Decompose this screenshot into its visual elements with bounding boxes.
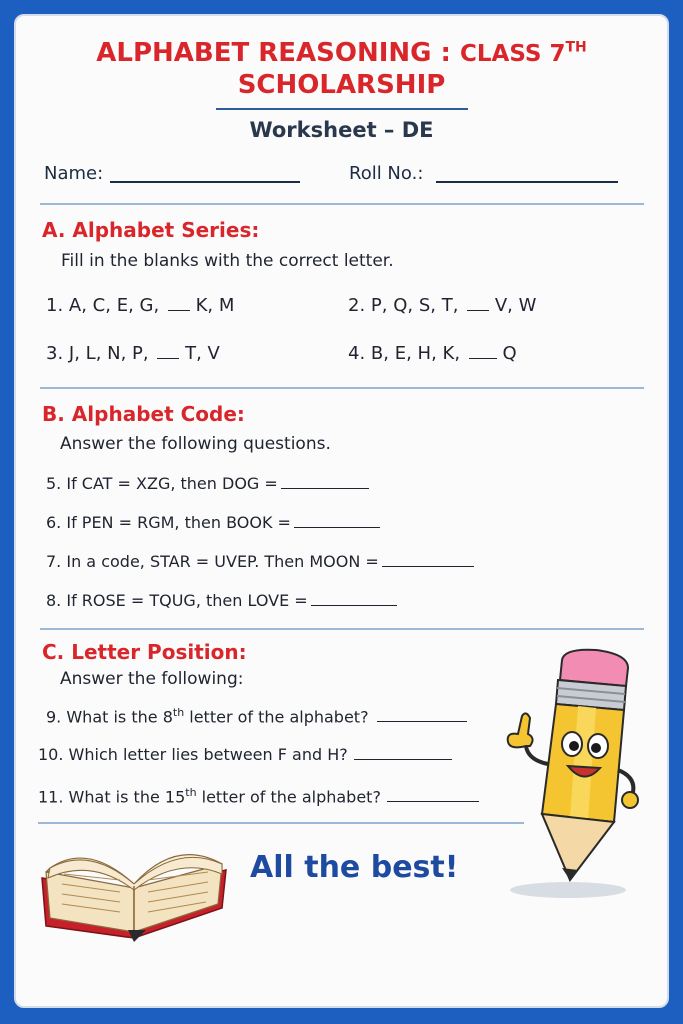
section-a-instruction: Fill in the blanks with the correct letter.	[61, 251, 394, 271]
name-label: Name:	[44, 163, 104, 184]
roll-label: Roll No.:	[349, 163, 424, 184]
question-10: 10. Which letter lies between F and H?	[38, 745, 452, 764]
answer-blank[interactable]	[467, 309, 489, 311]
pencil-mascot-icon	[500, 646, 650, 900]
question-5: 5. If CAT = XZG, then DOG =	[46, 474, 369, 493]
answer-blank[interactable]	[377, 720, 467, 722]
open-book-icon	[36, 834, 230, 944]
section-c-instruction: Answer the following:	[60, 669, 244, 689]
section-a-heading: A. Alphabet Series:	[42, 218, 260, 242]
answer-blank[interactable]	[157, 357, 179, 359]
question-6: 6. If PEN = RGM, then BOOK =	[46, 513, 380, 532]
divider	[40, 387, 644, 389]
answer-blank[interactable]	[281, 487, 369, 489]
section-b-heading: B. Alphabet Code:	[42, 402, 245, 426]
roll-field[interactable]	[436, 181, 618, 183]
question-2: 2. P, Q, S, T, V, W	[348, 295, 537, 316]
answer-blank[interactable]	[311, 604, 397, 606]
answer-blank[interactable]	[168, 309, 190, 311]
answer-blank[interactable]	[354, 758, 452, 760]
closing-message: All the best!	[250, 850, 459, 885]
section-c-heading: C. Letter Position:	[42, 640, 247, 664]
page-title: ALPHABET REASONING : CLASS 7TH	[96, 38, 587, 68]
worksheet-subtitle: Worksheet – DE	[249, 118, 434, 142]
question-3: 3. J, L, N, P, T, V	[46, 343, 220, 364]
question-8: 8. If ROSE = TQUG, then LOVE =	[46, 591, 397, 610]
question-9: 9. What is the 8th letter of the alphabet?	[46, 706, 467, 726]
answer-blank[interactable]	[382, 565, 474, 567]
page-title-line2: SCHOLARSHIP	[237, 70, 446, 100]
answer-blank[interactable]	[469, 357, 497, 359]
answer-blank[interactable]	[294, 526, 380, 528]
title-underline	[216, 108, 468, 110]
question-7: 7. In a code, STAR = UVEP. Then MOON =	[46, 552, 474, 571]
divider	[38, 822, 524, 824]
name-field[interactable]	[110, 181, 300, 183]
divider	[40, 628, 644, 630]
divider	[40, 203, 644, 205]
answer-blank[interactable]	[387, 800, 479, 802]
question-11: 11. What is the 15th letter of the alphabet?	[38, 786, 479, 806]
question-4: 4. B, E, H, K, Q	[348, 343, 517, 364]
section-b-instruction: Answer the following questions.	[60, 434, 331, 454]
question-1: 1. A, C, E, G, K, M	[46, 295, 235, 316]
